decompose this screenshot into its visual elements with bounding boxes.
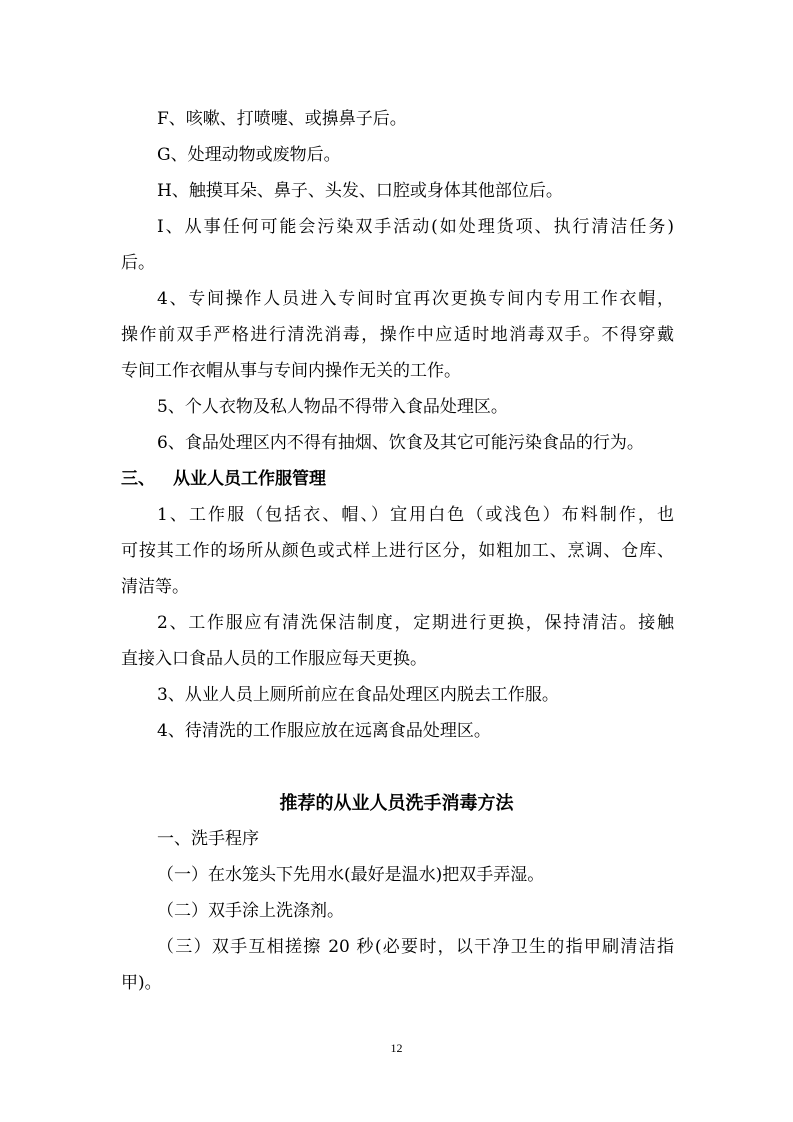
uniform-paragraph-1-line-3: 清洁等。 xyxy=(121,577,189,597)
uniform-paragraph-4: 4、待清洗的工作服应放在远离食品处理区。 xyxy=(157,721,491,741)
paragraph-5: 5、个人衣物及私人物品不得带入食品处理区。 xyxy=(157,397,508,417)
uniform-paragraph-2-line-1: 2、工作服应有清洗保洁制度，定期进行更换，保持清洁。接触 xyxy=(157,613,674,633)
text-line-i-2: 后。 xyxy=(121,253,155,273)
handwash-subheading: 一、洗手程序 xyxy=(157,829,259,849)
handwash-step-3-line-1: （三）双手互相搓擦 20 秒(必要时，以干净卫生的指甲刷清洁指 xyxy=(157,937,674,957)
text-line-i-1: I、从事任何可能会污染双手活动(如处理货项、执行清洁任务) xyxy=(157,217,674,237)
section-number: 三、 xyxy=(121,469,155,489)
text-line-f: F、咳嗽、打喷嚏、或擤鼻子后。 xyxy=(157,109,407,129)
text-line-h: H、触摸耳朵、鼻子、头发、口腔或身体其他部位后。 xyxy=(157,181,563,201)
paragraph-4-line-1: 4、专间操作人员进入专间时宜再次更换专间内专用工作衣帽， xyxy=(157,289,674,309)
handwash-step-2: （二）双手涂上洗涤剂。 xyxy=(157,901,344,921)
text-line-g: G、处理动物或废物后。 xyxy=(157,145,341,165)
paragraph-6: 6、食品处理区内不得有抽烟、饮食及其它可能污染食品的行为。 xyxy=(157,433,644,453)
page-number: 12 xyxy=(390,1041,403,1055)
uniform-paragraph-1-line-2: 可按其工作的场所从颜色或式样上进行区分，如粗加工、烹调、仓库、 xyxy=(121,541,674,561)
uniform-paragraph-3: 3、从业人员上厕所前应在食品处理区内脱去工作服。 xyxy=(157,685,559,705)
handwash-step-1: （一）在水笼头下先用水(最好是温水)把双手弄湿。 xyxy=(157,865,545,885)
paragraph-4-line-2: 操作前双手严格进行清洗消毒，操作中应适时地消毒双手。不得穿戴 xyxy=(121,325,674,345)
handwash-step-3-line-2: 甲)。 xyxy=(121,973,162,993)
section-title: 从业人员工作服管理 xyxy=(173,469,326,489)
uniform-paragraph-2-line-2: 直接入口食品人员的工作服应每天更换。 xyxy=(121,649,427,669)
uniform-paragraph-1-line-1: 1、工作服（包括衣、帽、）宜用白色（或浅色）布料制作，也 xyxy=(157,505,674,525)
handwash-title: 推荐的从业人员洗手消毒方法 xyxy=(279,793,514,814)
paragraph-4-line-3: 专间工作衣帽从事与专间内操作无关的工作。 xyxy=(121,361,461,381)
section-heading xyxy=(121,467,326,491)
